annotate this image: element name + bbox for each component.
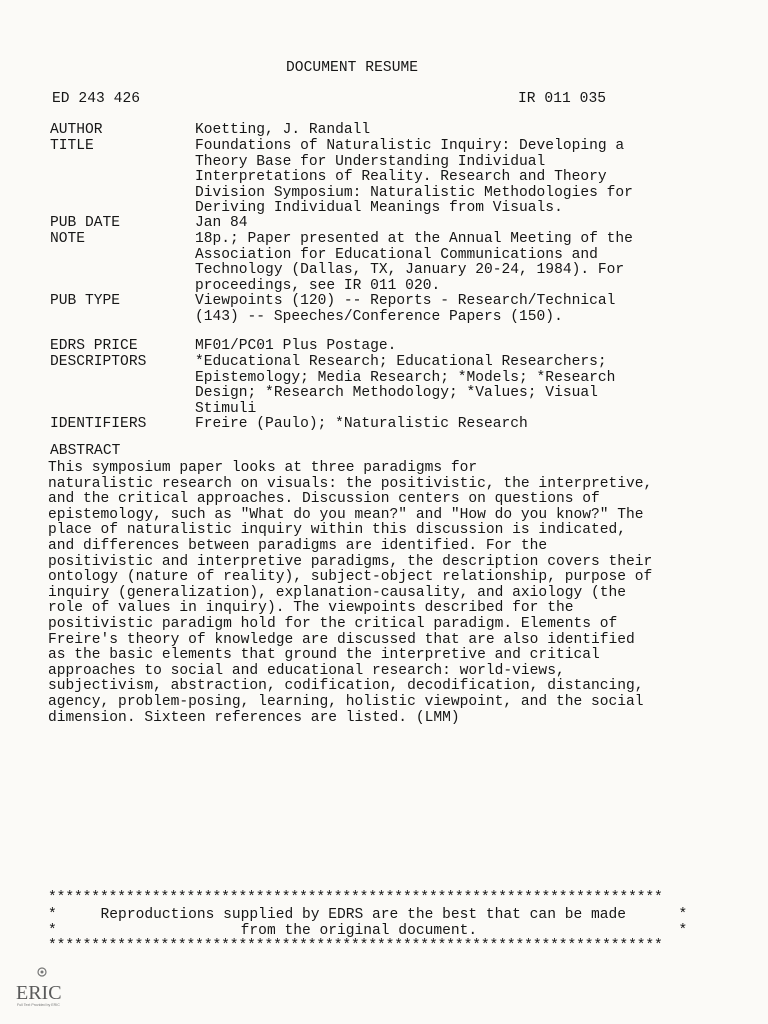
edrs-price-value: MF01/PC01 Plus Postage. [195, 338, 397, 354]
note-value: 18p.; Paper presented at the Annual Meeting of the Association for Educational Communications and Technology (Dallas, TX, January 20-24, 1984). For proceedings, see IR 011 020. [195, 231, 633, 294]
identifiers-value: Freire (Paulo); *Naturalistic Research [195, 416, 528, 432]
identifiers-label: IDENTIFIERS [50, 416, 147, 432]
footer-notice-line1: * Reproductions supplied by EDRS are the best that can be made * [48, 907, 688, 923]
pub-type-value: Viewpoints (120) -- Reports - Research/Technical (143) -- Speeches/Conference Papers (150). [195, 293, 616, 325]
ed-number: ED 243 426 [52, 91, 141, 107]
author-value: Koetting, J. Randall [195, 122, 371, 138]
footer-notice-line2: * from the original document. * [48, 923, 688, 939]
author-label: AUTHOR [50, 122, 103, 138]
ir-number: IR 011 035 [518, 91, 607, 107]
note-label: NOTE [50, 231, 86, 247]
abstract-label: ABSTRACT [50, 443, 121, 459]
eric-logo-dot [41, 971, 44, 974]
abstract-body: This symposium paper looks at three paradigms for naturalistic research on visuals: the positivistic, the interpretive, and the critical approaches. Discussion centers on questions of epistemology, such as "What do you mean?" and "How do you know?" The place of naturalistic inquiry within this discussion is indicated, and differences between paradigms are identified. For the positivistic and interpretive paradigms, the description covers their ontology (nature of reality), subject-object relationship, purpose of inquiry (generalization), explanation-causality, and axiology (the role of values in inquiry). The viewpoints described for the positivistic paradigm hold for the critical paradigm. Elements of Freire's theory of knowledge are discussed that are also identified as the basic elements that ground the interpretive and critical approaches to social and educational research: world-views, subjectivism, abstraction, codification, decodification, distancing, agency, problem-posing, learning, holistic viewpoint, and the social dimension. Sixteen references are listed. (LMM) [48, 460, 653, 726]
descriptors-value: *Educational Research; Educational Researchers; Epistemology; Media Research; *Models; *Research Design; *Research Methodology; *Values; Visual Stimuli [195, 354, 616, 417]
pub-date-label: PUB DATE [50, 215, 121, 231]
footer-stars-top: *********************************************************************** [48, 890, 663, 906]
document-title: DOCUMENT RESUME [286, 60, 419, 76]
pub-type-label: PUB TYPE [50, 293, 121, 309]
edrs-price-label: EDRS PRICE [50, 338, 138, 354]
title-label: TITLE [50, 138, 94, 154]
eric-logo-text: ERIC [16, 982, 62, 1004]
descriptors-label: DESCRIPTORS [50, 354, 147, 370]
eric-logo-tagline: Full Text Provided by ERIC [17, 1003, 60, 1007]
title-value: Foundations of Naturalistic Inquiry: Developing a Theory Base for Understanding Individual Interpretations of Reality. Research and Theory Division Symposium: Naturalistic Methodologies for Deriving Individual Meanings from Visuals. [195, 138, 633, 217]
pub-date-value: Jan 84 [195, 215, 248, 231]
footer-stars-bottom: *********************************************************************** [48, 938, 663, 954]
eric-logo [12, 966, 72, 1012]
